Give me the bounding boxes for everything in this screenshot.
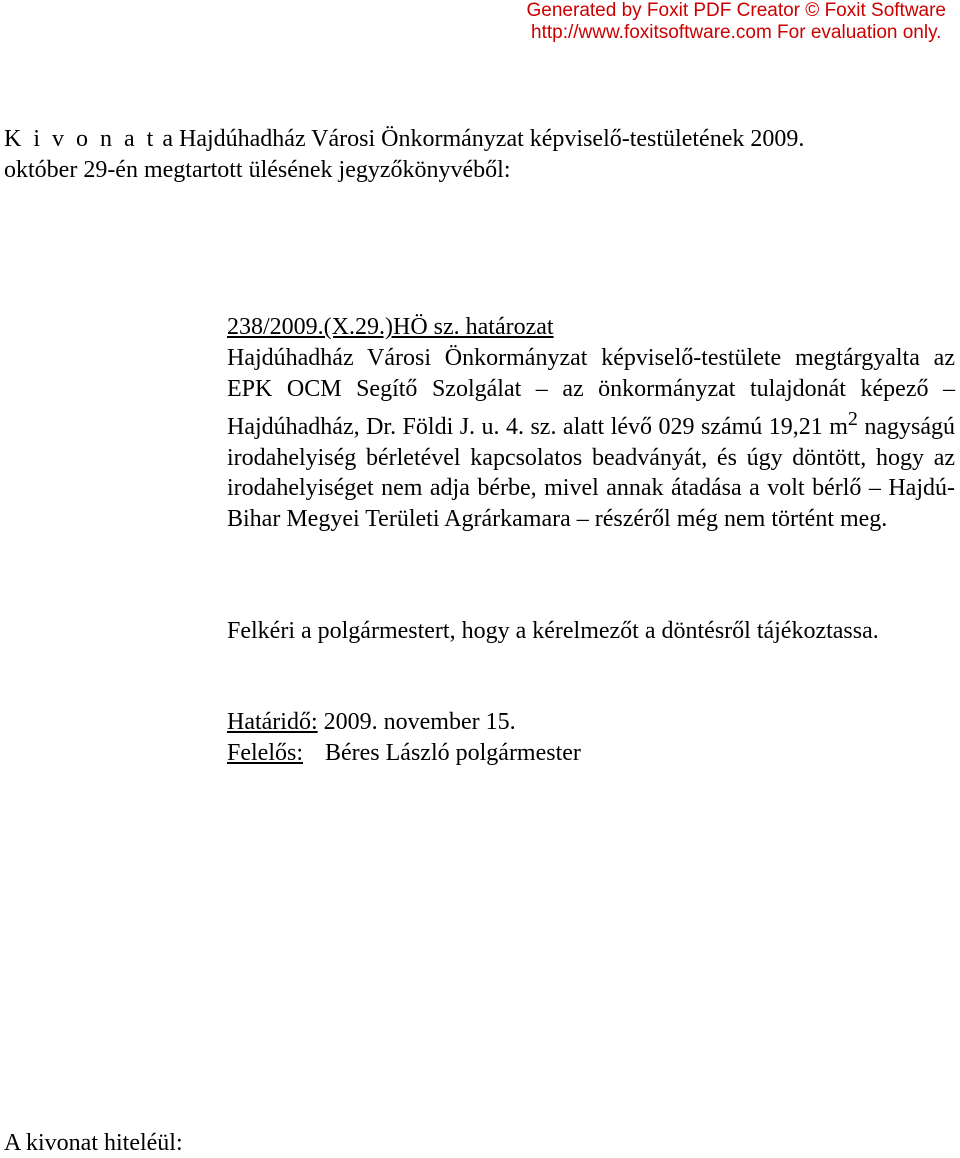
responsible-label: Felelős: <box>227 740 303 766</box>
responsible-row <box>227 738 955 769</box>
resolution-title: 238/2009.(X.29.)HÖ sz. határozat <box>227 314 554 340</box>
request-paragraph: Felkéri a polgármestert, hogy a kérelmezőt a döntésről tájékoztassa. <box>227 618 879 644</box>
resolution-body <box>227 343 955 534</box>
resolution-body-part-1: Hajdúhadház Városi Önkormányzat képviselő-testülete megtárgyalta az EPK OCM Segítő Szolgálat – az önkormányzat tulajdonát képező – Hajdúhadház, Dr. Földi J. u. 4. sz. alatt lévő 029 számú 19,21 m <box>227 345 955 440</box>
watermark-line-1: Generated by Foxit PDF Creator © Foxit Software <box>526 0 946 21</box>
resolution-body-part-2: nagyságú irodahelyiség bérletével kapcsolatos beadványát, és úgy döntött, hogy az irodahelyiséget nem adja bérbe, mivel annak átadása a volt bérlő – Hajdú-Bihar Megyei Területi Agrárkamara – részéről még nem történt meg. <box>227 414 955 532</box>
heading-line-1-rest: a Hajdúhadház Városi Önkormányzat képviselő-testületének 2009. <box>162 126 805 152</box>
certification-line: A kivonat hiteléül: <box>4 1130 183 1156</box>
area-unit-superscript: 2 <box>847 408 858 430</box>
responsible-value: Béres László polgármester <box>325 740 581 766</box>
deadline-value: 2009. november 15. <box>323 709 516 735</box>
watermark-line-2: http://www.foxitsoftware.com For evaluation only. <box>531 22 942 43</box>
heading-spaced-word: K i v o n a t <box>4 126 157 152</box>
deadline-label: Határidő: <box>227 709 318 735</box>
document-heading <box>4 124 954 186</box>
evaluation-watermark <box>527 0 946 44</box>
deadline-row <box>227 707 955 738</box>
heading-line-2: október 29-én megtartott ülésének jegyzőkönyvéből: <box>4 157 511 183</box>
